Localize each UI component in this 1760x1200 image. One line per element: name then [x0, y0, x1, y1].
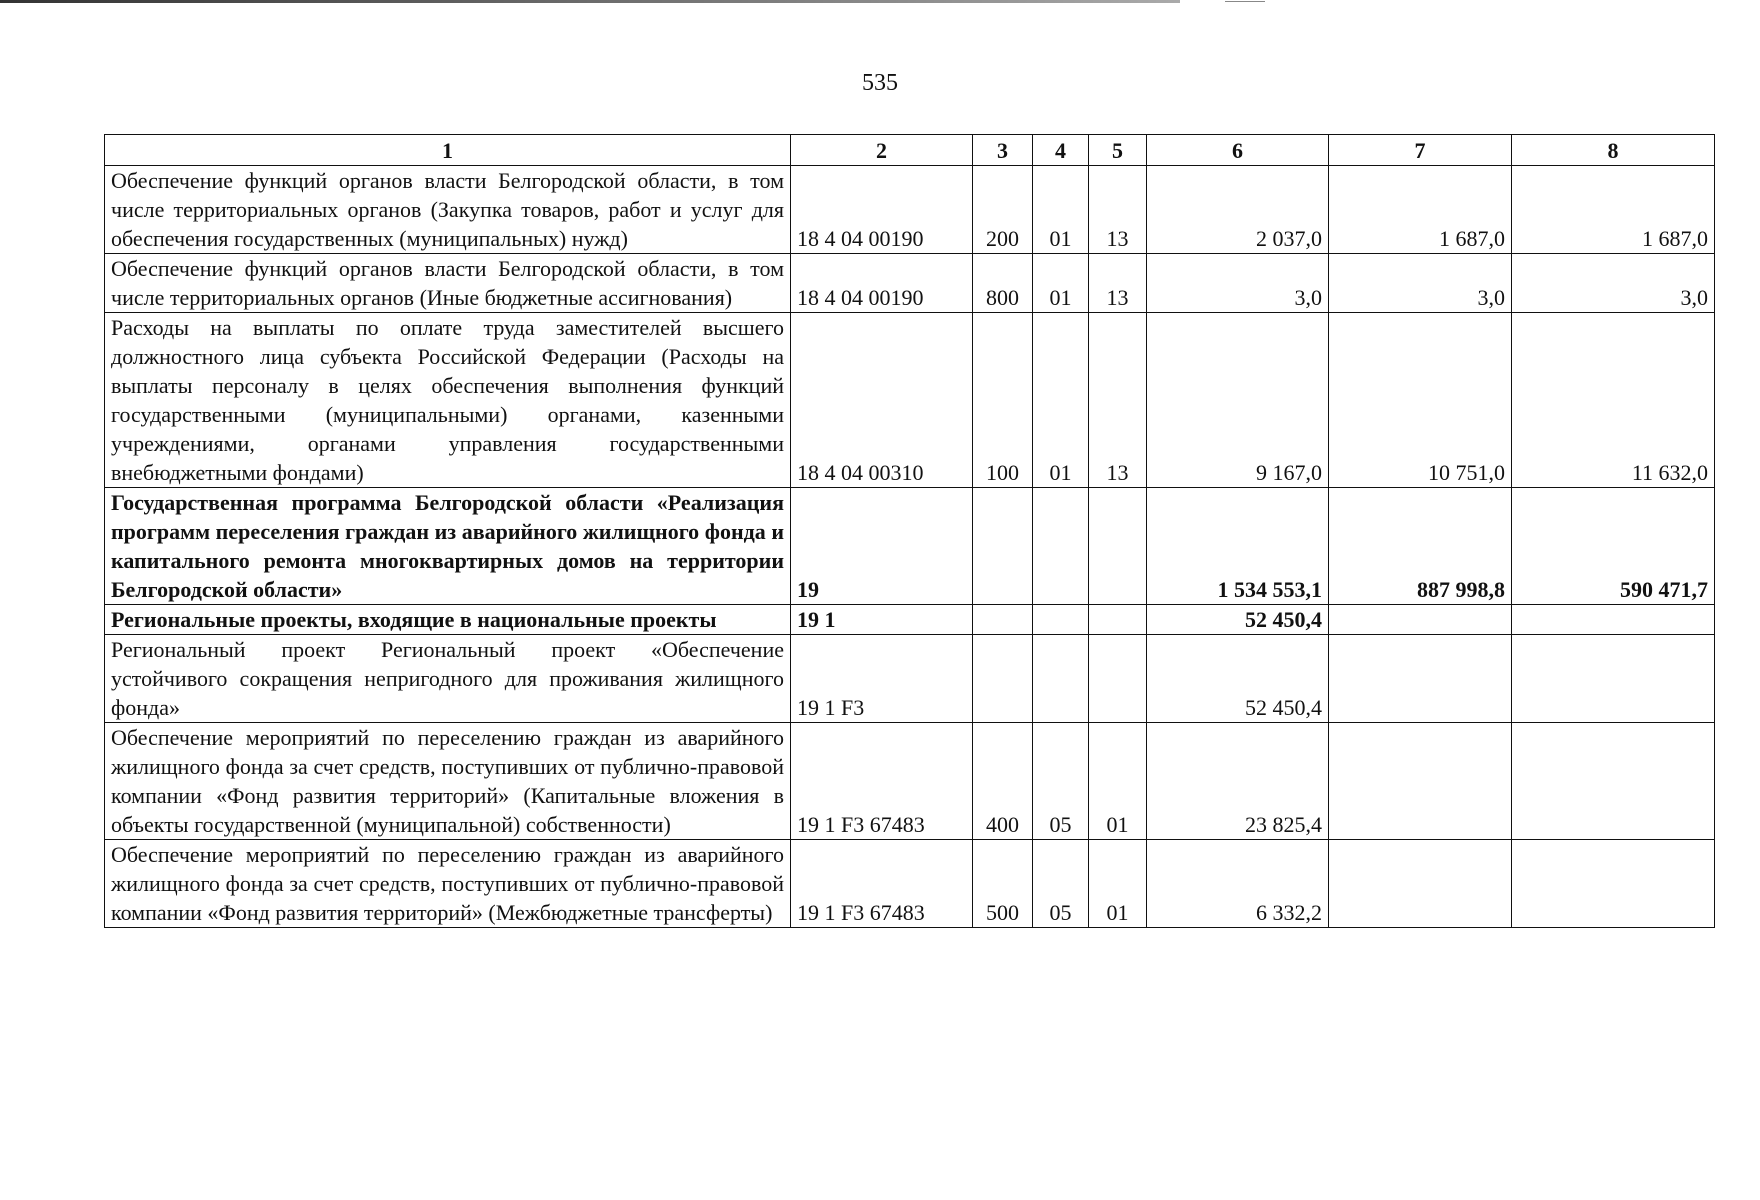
header-cell-rz: 4: [1033, 135, 1089, 166]
table-row: [105, 723, 1715, 840]
cell-amount-year1: 3,0: [1147, 254, 1329, 313]
cell-target-code: 18 4 04 00190: [791, 254, 973, 313]
cell-amount-year2: 887 998,8: [1329, 488, 1512, 605]
cell-amount-year1: 2 037,0: [1147, 166, 1329, 254]
table-row: [105, 840, 1715, 928]
cell-target-code: 19: [791, 488, 973, 605]
cell-expense-name: Региональный проект Региональный проект «Обеспечение устойчивого сокращения непригодного для проживания жилищного фонда»: [105, 635, 791, 723]
cell-section: 01: [1033, 166, 1089, 254]
cell-target-code: 18 4 04 00190: [791, 166, 973, 254]
cell-expense-name: Региональные проекты, входящие в национальные проекты: [105, 605, 791, 635]
cell-target-code: 18 4 04 00310: [791, 313, 973, 488]
cell-amount-year1: 23 825,4: [1147, 723, 1329, 840]
cell-expense-type: [973, 488, 1033, 605]
cell-target-code: 19 1 F3 67483: [791, 840, 973, 928]
cell-target-code: 19 1 F3 67483: [791, 723, 973, 840]
cell-amount-year3: [1512, 605, 1715, 635]
cell-subsection: [1089, 488, 1147, 605]
cell-expense-type: 500: [973, 840, 1033, 928]
cell-expense-type: 200: [973, 166, 1033, 254]
cell-amount-year1: 9 167,0: [1147, 313, 1329, 488]
table-body: [105, 166, 1715, 928]
table-row: [105, 313, 1715, 488]
cell-subsection: 01: [1089, 723, 1147, 840]
cell-amount-year3: [1512, 723, 1715, 840]
cell-expense-name: Обеспечение функций органов власти Белгородской области, в том числе территориальных органов (Иные бюджетные ассигнования): [105, 254, 791, 313]
cell-amount-year1: 1 534 553,1: [1147, 488, 1329, 605]
cell-amount-year2: [1329, 840, 1512, 928]
cell-amount-year1: 52 450,4: [1147, 605, 1329, 635]
cell-expense-type: 100: [973, 313, 1033, 488]
table-row: [105, 166, 1715, 254]
cell-expense-name: Обеспечение функций органов власти Белгородской области, в том числе территориальных органов (Закупка товаров, работ и услуг для обеспечения государственных (муниципальных) нужд): [105, 166, 791, 254]
cell-section: [1033, 635, 1089, 723]
table-row: [105, 605, 1715, 635]
cell-target-code: 19 1 F3: [791, 635, 973, 723]
cell-expense-type: [973, 635, 1033, 723]
cell-expense-type: [973, 605, 1033, 635]
header-cell-year3: 8: [1512, 135, 1715, 166]
cell-target-code: 19 1: [791, 605, 973, 635]
cell-amount-year3: 590 471,7: [1512, 488, 1715, 605]
cell-subsection: 13: [1089, 166, 1147, 254]
cell-amount-year3: 11 632,0: [1512, 313, 1715, 488]
budget-table: [104, 134, 1715, 928]
cell-amount-year3: [1512, 635, 1715, 723]
cell-expense-type: 800: [973, 254, 1033, 313]
header-cell-vr: 3: [973, 135, 1033, 166]
cell-amount-year2: [1329, 635, 1512, 723]
cell-amount-year2: 10 751,0: [1329, 313, 1512, 488]
cell-amount-year3: [1512, 840, 1715, 928]
top-border-fragment: [1225, 1, 1265, 2]
cell-section: [1033, 605, 1089, 635]
cell-expense-name: Обеспечение мероприятий по переселению граждан из аварийного жилищного фонда за счет средств, поступивших от публично-правовой компании «Фонд развития территорий» (Межбюджетные трансферты): [105, 840, 791, 928]
cell-expense-name: Расходы на выплаты по оплате труда заместителей высшего должностного лица субъекта Российской Федерации (Расходы на выплаты персоналу в целях обеспечения выполнения функций государственными (муниципальными) органами, казенными учреждениями, органами управления государственными внебюджетными фондами): [105, 313, 791, 488]
header-cell-pr: 5: [1089, 135, 1147, 166]
top-border-line: [0, 0, 1180, 3]
table-row: [105, 254, 1715, 313]
cell-amount-year1: 6 332,2: [1147, 840, 1329, 928]
cell-subsection: 01: [1089, 840, 1147, 928]
cell-section: [1033, 488, 1089, 605]
cell-section: 05: [1033, 723, 1089, 840]
cell-amount-year3: 1 687,0: [1512, 166, 1715, 254]
page-number: 535: [862, 70, 898, 96]
table-row: [105, 635, 1715, 723]
header-cell-code: 2: [791, 135, 973, 166]
cell-subsection: 13: [1089, 254, 1147, 313]
header-cell-year1: 6: [1147, 135, 1329, 166]
cell-amount-year2: 1 687,0: [1329, 166, 1512, 254]
header-cell-name: 1: [105, 135, 791, 166]
header-row: [105, 135, 1715, 166]
cell-amount-year2: [1329, 723, 1512, 840]
cell-section: 01: [1033, 254, 1089, 313]
cell-expense-type: 400: [973, 723, 1033, 840]
cell-subsection: [1089, 635, 1147, 723]
cell-amount-year2: [1329, 605, 1512, 635]
cell-amount-year2: 3,0: [1329, 254, 1512, 313]
cell-subsection: 13: [1089, 313, 1147, 488]
cell-expense-name: Государственная программа Белгородской области «Реализация программ переселения граждан из аварийного жилищного фонда и капитального ремонта многоквартирных домов на территории Белгородской области»: [105, 488, 791, 605]
cell-expense-name: Обеспечение мероприятий по переселению граждан из аварийного жилищного фонда за счет средств, поступивших от публично-правовой компании «Фонд развития территорий» (Капитальные вложения в объекты государственной (муниципальной) собственности): [105, 723, 791, 840]
cell-section: 01: [1033, 313, 1089, 488]
cell-amount-year3: 3,0: [1512, 254, 1715, 313]
cell-section: 05: [1033, 840, 1089, 928]
header-cell-year2: 7: [1329, 135, 1512, 166]
cell-subsection: [1089, 605, 1147, 635]
table-row: [105, 488, 1715, 605]
cell-amount-year1: 52 450,4: [1147, 635, 1329, 723]
